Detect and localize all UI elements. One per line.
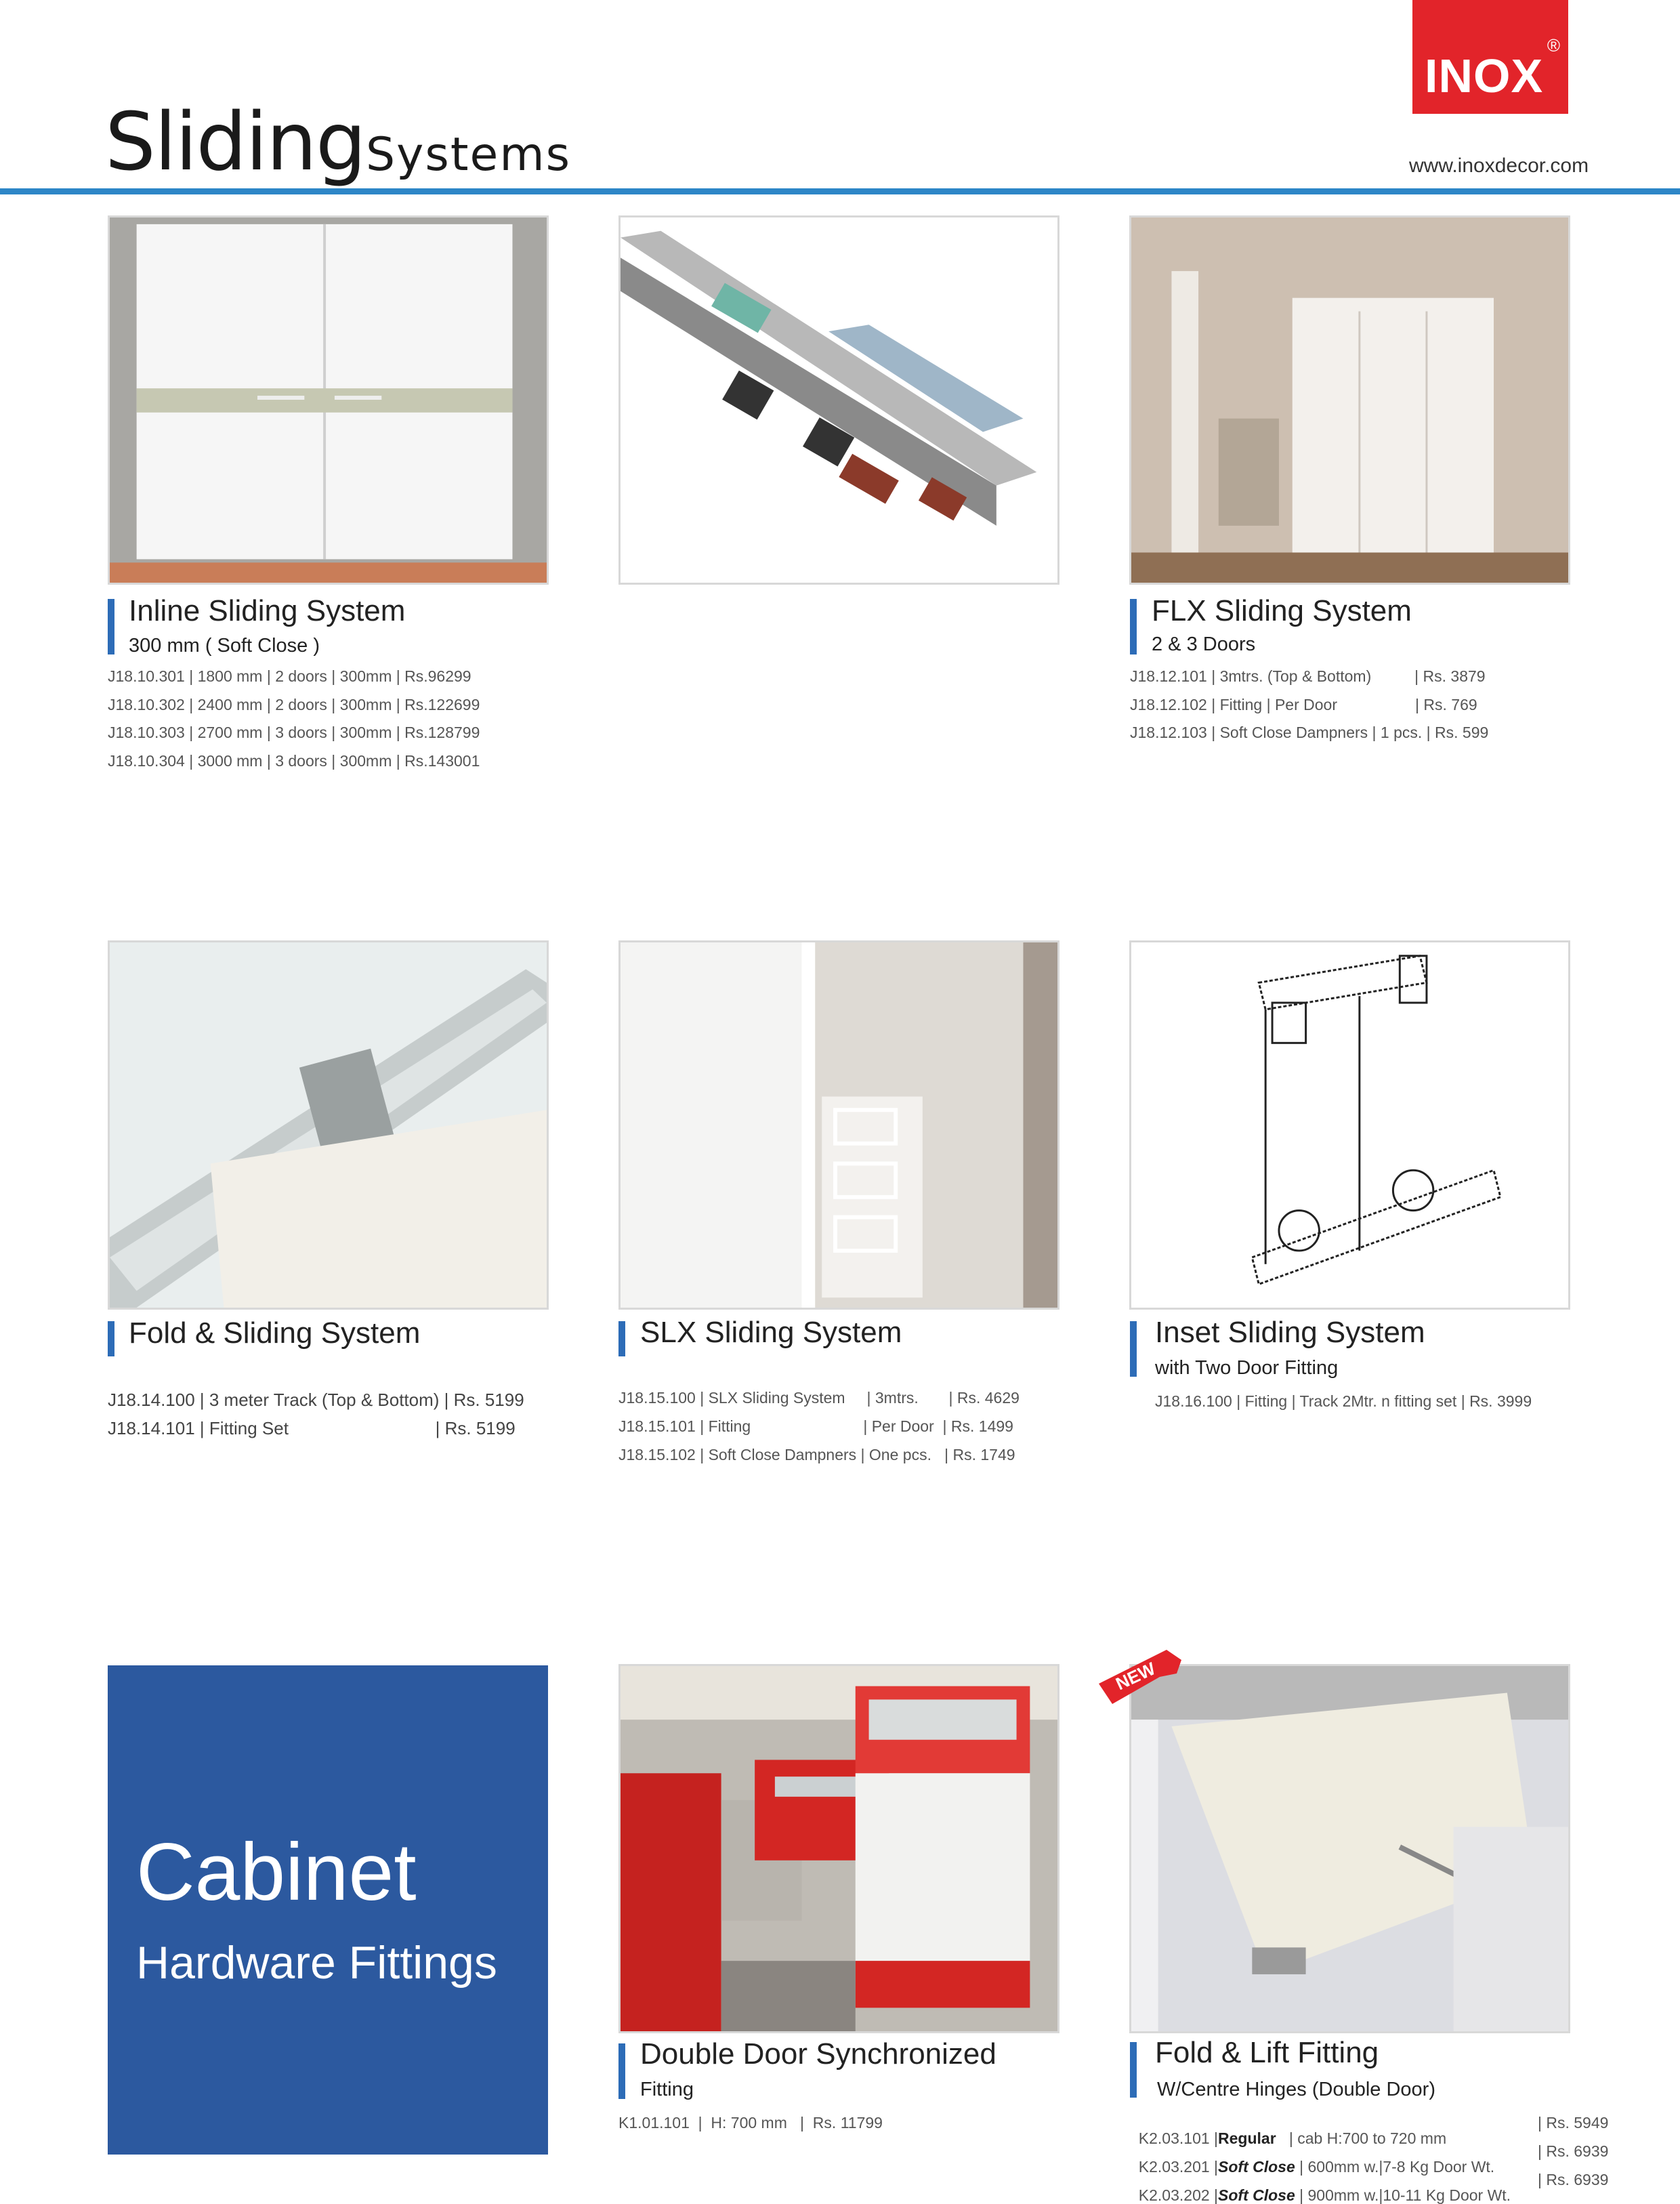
flx-subtitle: 2 & 3 Doors bbox=[1152, 633, 1256, 655]
inset-subtitle: with Two Door Fitting bbox=[1155, 1357, 1339, 1379]
page-title: Sliding bbox=[105, 95, 365, 188]
fold-sliding-spec-row: J18.14.101 | Fitting Set | Rs. 5199 bbox=[108, 1418, 516, 1438]
spec-code: K2.03.202 | bbox=[1138, 2186, 1219, 2204]
fold-lift-caption-bar bbox=[1130, 2042, 1137, 2098]
slx-spec-row: J18.15.101 | Fitting | Per Door | Rs. 1499 bbox=[618, 1417, 1013, 1435]
spec-type: Soft Close bbox=[1218, 2158, 1295, 2176]
inset-caption-bar bbox=[1130, 1321, 1137, 1377]
slx-title: SLX Sliding System bbox=[640, 1316, 902, 1349]
fold-lift-subtitle: W/Centre Hinges (Double Door) bbox=[1157, 2079, 1435, 2100]
cabinet-section-box bbox=[108, 1665, 548, 2155]
inline-sliding-image bbox=[108, 215, 549, 585]
logo-text: INOX bbox=[1425, 49, 1544, 102]
spec-detail: | cab H:700 to 720 mm bbox=[1276, 2129, 1447, 2147]
page-subtitle: Systems bbox=[366, 128, 571, 182]
double-door-spec-row: K1.01.101 | H: 700 mm | Rs. 11799 bbox=[618, 2114, 883, 2132]
slx-spec-row: J18.15.100 | SLX Sliding System | 3mtrs. | Rs. 4629 bbox=[618, 1389, 1020, 1407]
slx-caption-bar bbox=[618, 1321, 625, 1356]
cabinet-section-subtitle: Hardware Fittings bbox=[136, 1937, 497, 1989]
fold-sliding-title: Fold & Sliding System bbox=[129, 1316, 421, 1350]
spec-code: K2.03.201 | bbox=[1138, 2158, 1219, 2176]
cabinet-section-title: Cabinet bbox=[136, 1827, 417, 1917]
registered-icon: ® bbox=[1547, 35, 1560, 56]
inline-spec-row: J18.10.304 | 3000 mm | 3 doors | 300mm | Rs.143001 bbox=[108, 752, 480, 770]
flx-spec-row: J18.12.103 | Soft Close Dampners | 1 pcs. | Rs. 599 bbox=[1130, 724, 1489, 741]
inset-spec-row: J18.16.100 | Fitting | Track 2Mtr. n fitting set | Rs. 3999 bbox=[1155, 1392, 1532, 1410]
fold-sliding-spec-row: J18.14.100 | 3 meter Track (Top & Bottom) | Rs. 5199 bbox=[108, 1390, 524, 1410]
website-url[interactable]: www.inoxdecor.com bbox=[1409, 154, 1589, 177]
inline-caption-bar bbox=[108, 599, 114, 654]
slx-sliding-image bbox=[618, 940, 1059, 1310]
slx-spec-row: J18.15.102 | Soft Close Dampners | One pcs. | Rs. 1749 bbox=[618, 1446, 1015, 1463]
flx-title: FLX Sliding System bbox=[1152, 594, 1412, 627]
spec-code: K2.03.101 | bbox=[1138, 2129, 1219, 2147]
inline-spec-row: J18.10.301 | 1800 mm | 2 doors | 300mm | Rs.96299 bbox=[108, 667, 471, 685]
spec-type: Regular bbox=[1218, 2129, 1276, 2147]
spec-type: Soft Close bbox=[1218, 2186, 1295, 2204]
flx-sliding-image bbox=[1129, 215, 1570, 585]
new-badge bbox=[1092, 1646, 1187, 1707]
spec-detail: | 900mm w.|10-11 Kg Door Wt. bbox=[1295, 2186, 1511, 2204]
fold-lift-spec-row bbox=[1130, 2115, 1446, 2146]
inset-title: Inset Sliding System bbox=[1155, 1316, 1425, 1349]
inline-title: Inline Sliding System bbox=[129, 594, 406, 627]
new-badge-text: NEW bbox=[1112, 1658, 1159, 1694]
fold-lift-image bbox=[1129, 1664, 1570, 2033]
fold-lift-spec-price: | Rs. 5949 bbox=[1538, 2114, 1609, 2132]
sliding-mechanism-image bbox=[618, 215, 1059, 585]
fold-lift-spec-price: | Rs. 6939 bbox=[1538, 2142, 1609, 2160]
inset-sliding-image bbox=[1129, 940, 1570, 1310]
fold-sliding-caption-bar bbox=[108, 1321, 114, 1356]
double-door-image bbox=[618, 1664, 1059, 2033]
fold-lift-spec-price: | Rs. 6939 bbox=[1538, 2171, 1609, 2188]
double-door-subtitle: Fitting bbox=[640, 2079, 694, 2100]
double-door-caption-bar bbox=[618, 2043, 625, 2099]
inox-logo bbox=[1412, 0, 1568, 114]
fold-lift-title: Fold & Lift Fitting bbox=[1155, 2036, 1379, 2069]
double-door-title: Double Door Synchronized bbox=[640, 2037, 996, 2071]
fold-lift-spec-row bbox=[1130, 2144, 1494, 2175]
inline-spec-row: J18.10.302 | 2400 mm | 2 doors | 300mm | Rs.122699 bbox=[108, 696, 480, 713]
inline-spec-row: J18.10.303 | 2700 mm | 3 doors | 300mm | Rs.128799 bbox=[108, 724, 480, 741]
fold-lift-spec-row bbox=[1130, 2172, 1511, 2203]
spec-detail: | 600mm w.|7-8 Kg Door Wt. bbox=[1295, 2158, 1495, 2176]
fold-sliding-image bbox=[108, 940, 549, 1310]
header-divider bbox=[0, 188, 1680, 194]
inline-subtitle: 300 mm ( Soft Close ) bbox=[129, 635, 320, 657]
flx-spec-row: J18.12.102 | Fitting | Per Door | Rs. 769 bbox=[1130, 696, 1477, 713]
flx-caption-bar bbox=[1130, 599, 1137, 654]
flx-spec-row: J18.12.101 | 3mtrs. (Top & Bottom) | Rs. 3879 bbox=[1130, 667, 1486, 685]
